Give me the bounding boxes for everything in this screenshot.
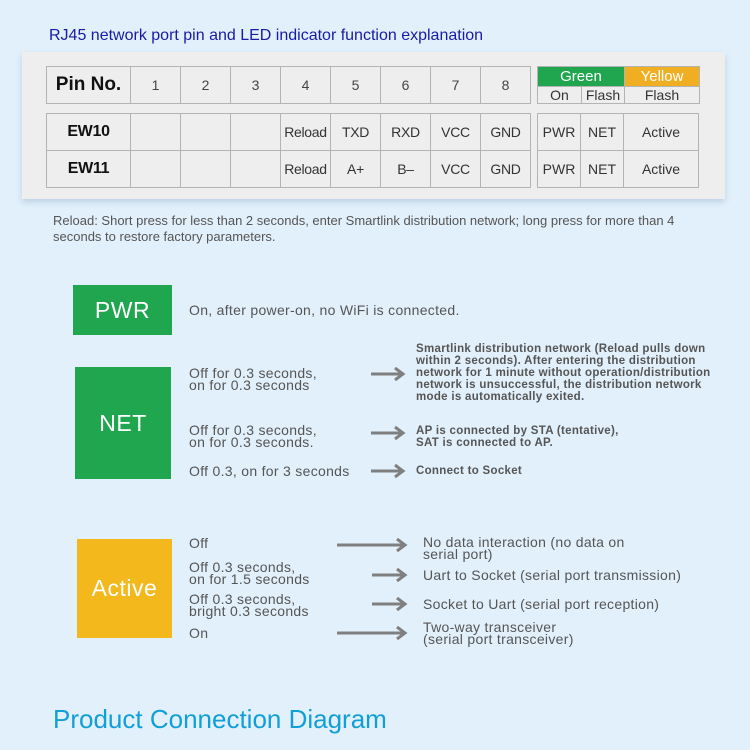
pin-assignment-table bbox=[46, 113, 531, 188]
model-name: EW10 bbox=[47, 114, 131, 151]
led-cell: NET bbox=[581, 151, 624, 188]
led-group-yellow: Yellow bbox=[625, 67, 700, 87]
pin-cell bbox=[231, 114, 281, 151]
net-condition-2: Off for 0.3 seconds, on for 0.3 seconds. bbox=[189, 422, 317, 450]
net-condition-3: Off 0.3, on for 3 seconds bbox=[189, 463, 350, 479]
pin-cell: A+ bbox=[331, 151, 381, 188]
led-assignment-table bbox=[537, 113, 699, 188]
pwr-badge: PWR bbox=[73, 285, 172, 335]
active-condition-1: Off bbox=[189, 535, 209, 551]
pin-cell bbox=[181, 114, 231, 151]
pin-6: 6 bbox=[381, 67, 431, 104]
led-cell: Active bbox=[624, 151, 699, 188]
net-condition-1: Off for 0.3 seconds, on for 0.3 seconds bbox=[189, 365, 317, 393]
pin-no-label: Pin No. bbox=[47, 67, 131, 104]
right-arrow-icon bbox=[371, 597, 408, 611]
led-group-green: Green bbox=[538, 67, 625, 87]
pin-cell bbox=[131, 151, 181, 188]
led-sub-flash-yellow: Flash bbox=[625, 87, 700, 104]
pin-7: 7 bbox=[431, 67, 481, 104]
right-arrow-icon bbox=[370, 464, 406, 478]
active-meaning-4: Two-way transceiver (serial port transceiver) bbox=[423, 619, 574, 647]
pin-cell: Reload bbox=[281, 151, 331, 188]
pin-cell bbox=[231, 151, 281, 188]
led-sub-on: On bbox=[538, 87, 582, 104]
pin-1: 1 bbox=[131, 67, 181, 104]
pin-cell: TXD bbox=[331, 114, 381, 151]
table-row bbox=[47, 151, 531, 188]
pin-cell bbox=[181, 151, 231, 188]
right-arrow-icon bbox=[370, 367, 406, 381]
pin-cell: VCC bbox=[431, 151, 481, 188]
pin-led-table-panel bbox=[22, 52, 725, 199]
led-sub-flash: Flash bbox=[582, 87, 625, 104]
pin-cell: B– bbox=[381, 151, 431, 188]
right-arrow-icon bbox=[336, 538, 408, 552]
table-row bbox=[538, 151, 699, 188]
pwr-description: On, after power-on, no WiFi is connected. bbox=[189, 302, 460, 318]
active-badge: Active bbox=[77, 539, 172, 638]
net-meaning-1: Smartlink distribution network (Reload pulls down within 2 seconds). After entering the distribution network for 1 minute without operation/distribution network is unsuccessful, the distribution network mode is automatically exited. bbox=[416, 343, 711, 403]
led-cell: PWR bbox=[538, 151, 581, 188]
pin-5: 5 bbox=[331, 67, 381, 104]
active-condition-2: Off 0.3 seconds, on for 1.5 seconds bbox=[189, 559, 310, 587]
page-title: RJ45 network port pin and LED indicator function explanation bbox=[49, 27, 484, 44]
reload-note: Reload: Short press for less than 2 seconds, enter Smartlink distribution network; long press for more than 4 seconds to restore factory parameters. bbox=[53, 213, 675, 244]
led-color-header-table bbox=[537, 66, 700, 104]
led-cell: NET bbox=[581, 114, 624, 151]
pin-8: 8 bbox=[481, 67, 531, 104]
right-arrow-icon bbox=[371, 568, 408, 582]
section-title: Product Connection Diagram bbox=[53, 704, 387, 734]
led-cell: PWR bbox=[538, 114, 581, 151]
active-meaning-3: Socket to Uart (serial port reception) bbox=[423, 596, 660, 612]
pin-cell: GND bbox=[481, 151, 531, 188]
active-meaning-2: Uart to Socket (serial port transmission) bbox=[423, 567, 682, 583]
right-arrow-icon bbox=[336, 626, 408, 640]
table-row bbox=[47, 114, 531, 151]
pin-cell: GND bbox=[481, 114, 531, 151]
active-condition-4: On bbox=[189, 625, 209, 641]
table-row bbox=[538, 114, 699, 151]
pin-4: 4 bbox=[281, 67, 331, 104]
active-condition-3: Off 0.3 seconds, bright 0.3 seconds bbox=[189, 591, 309, 619]
pin-2: 2 bbox=[181, 67, 231, 104]
right-arrow-icon bbox=[370, 426, 406, 440]
pin-3: 3 bbox=[231, 67, 281, 104]
pin-cell: VCC bbox=[431, 114, 481, 151]
led-cell: Active bbox=[624, 114, 699, 151]
net-meaning-2: AP is connected by STA (tentative), SAT is connected to AP. bbox=[416, 425, 619, 449]
model-name: EW11 bbox=[47, 151, 131, 188]
active-meaning-1: No data interaction (no data on serial port) bbox=[423, 534, 625, 562]
pin-cell: Reload bbox=[281, 114, 331, 151]
pin-number-header-table bbox=[46, 66, 531, 104]
pin-cell bbox=[131, 114, 181, 151]
pin-cell: RXD bbox=[381, 114, 431, 151]
net-meaning-3: Connect to Socket bbox=[416, 465, 523, 477]
net-badge: NET bbox=[75, 367, 171, 479]
